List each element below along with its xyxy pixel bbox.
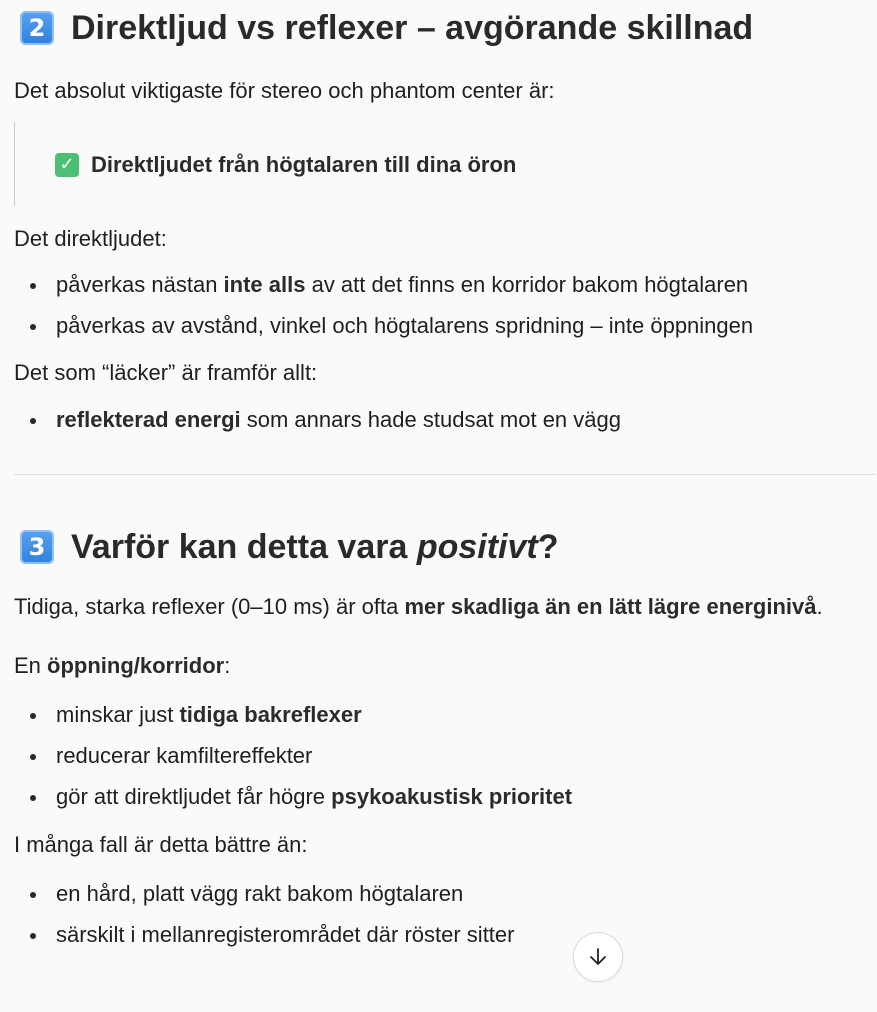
list-item [14, 741, 874, 772]
better-list [14, 879, 874, 951]
better-label: I många fall är detta bättre än: [14, 832, 308, 858]
list-item-bold: inte alls [223, 272, 306, 298]
list-item-bold: tidiga bakreflexer [179, 701, 362, 727]
list-item-text: som annars hade studsat mot en vägg [240, 406, 621, 432]
blockquote-content [55, 152, 516, 178]
list-item [14, 270, 874, 301]
label-bold: öppning/korridor [47, 653, 225, 679]
heading-italic: positivt [416, 527, 538, 566]
list-item [14, 700, 874, 731]
section-2-heading-text: Direktljud vs reflexer – avgörande skillnad [71, 9, 754, 47]
list-item-text: reducerar kamfiltereffekter [56, 742, 313, 768]
list-item-text: särskilt i mellanregisterområdet där röster sitter [56, 921, 515, 947]
keycap-2-icon: 2 [20, 11, 54, 45]
list-item-bold: psykoakustisk prioritet [331, 783, 573, 809]
paragraph-bold: mer skadliga än en lätt lägre energinivå [404, 594, 817, 620]
scroll-to-bottom-button[interactable] [573, 932, 623, 982]
section-2-heading [14, 8, 874, 49]
list-item-text: gör att direktljudet får högre [56, 783, 332, 809]
message-content [14, 0, 874, 961]
section-3-heading-text [71, 527, 559, 568]
list-item [14, 920, 874, 951]
opening-label [14, 651, 874, 682]
keycap-3-icon: 3 [20, 530, 54, 564]
opening-list [14, 700, 874, 812]
list-item [14, 782, 874, 813]
section-3-paragraph [14, 592, 874, 623]
direct-label: Det direktljudet: [14, 225, 167, 251]
blockquote [14, 122, 874, 206]
list-item-text: påverkas nästan [56, 272, 224, 298]
paragraph-text: . [816, 594, 823, 620]
leak-list [14, 405, 874, 436]
section-3-heading [14, 527, 874, 568]
list-item-bold: reflekterad energi [56, 406, 241, 432]
section-divider [14, 474, 876, 475]
heading-text: ? [537, 527, 559, 566]
label-text: En [14, 653, 48, 679]
list-item-text: en hård, platt vägg rakt bakom högtalaren [56, 881, 464, 907]
leak-label: Det som “läcker” är framför allt: [14, 359, 318, 385]
paragraph-text: Tidiga, starka reflexer (0–10 ms) är ofta [14, 594, 405, 620]
list-item [14, 311, 874, 342]
check-mark-icon: ✓ [55, 153, 79, 177]
arrow-down-icon [586, 945, 610, 969]
list-item-text: minskar just [56, 701, 180, 727]
list-item [14, 879, 874, 910]
heading-text: Varför kan detta vara [71, 527, 417, 566]
list-item [14, 405, 874, 436]
list-item-text: påverkas av avstånd, vinkel och högtalarens spridning – inte öppningen [56, 313, 754, 339]
section-2-intro: Det absolut viktigaste för stereo och phantom center är: [14, 77, 555, 103]
blockquote-text: Direktljudet från högtalaren till dina öron [91, 151, 517, 177]
list-item-text: av att det finns en korridor bakom högtalaren [305, 272, 749, 298]
label-text: : [224, 653, 231, 679]
direct-list [14, 270, 874, 342]
